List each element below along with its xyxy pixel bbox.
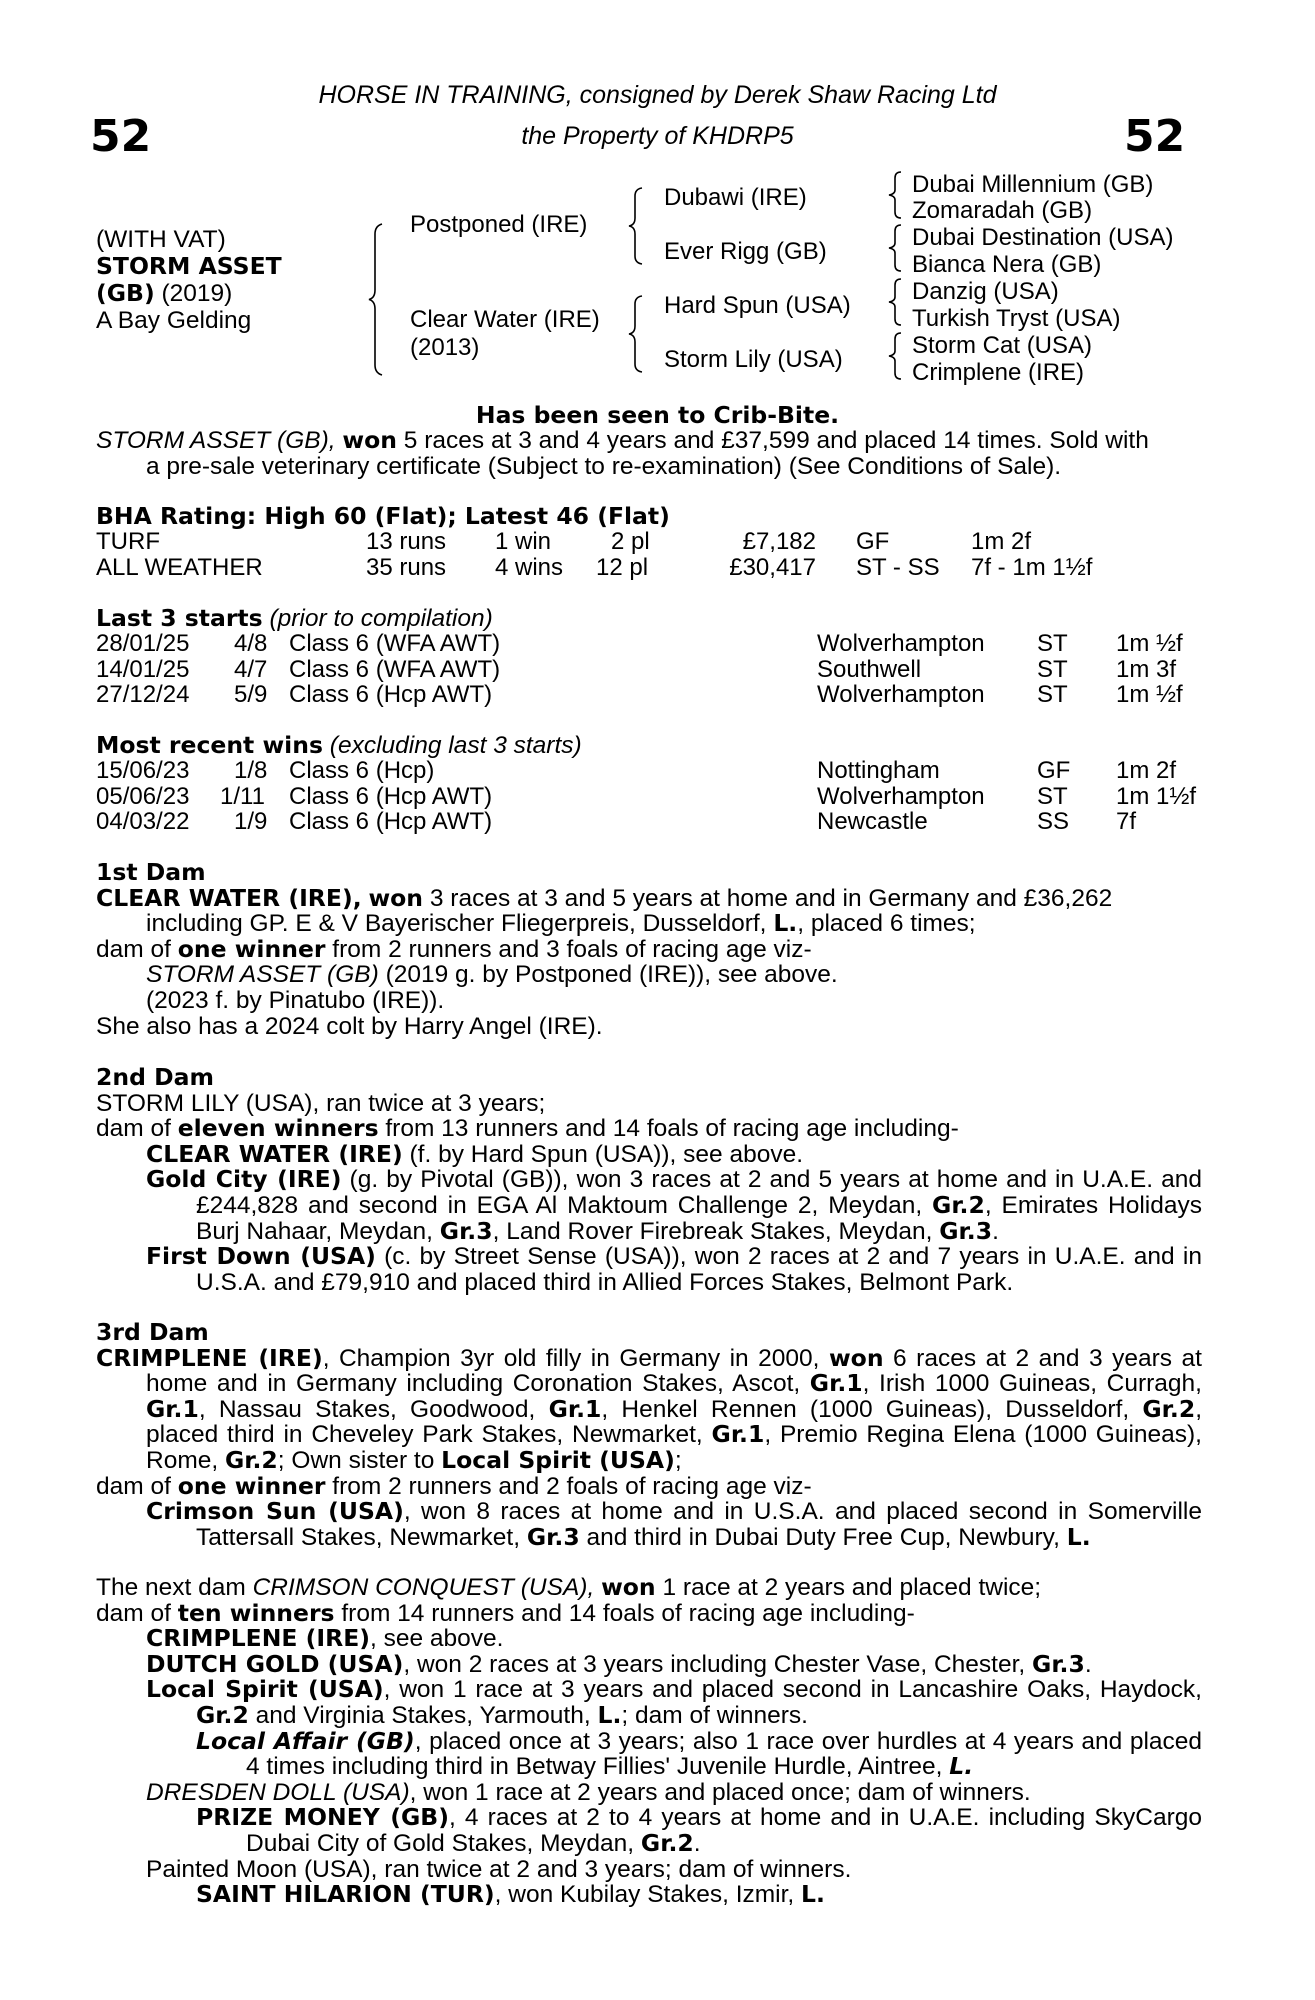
pedigree-sire-sire: Dubawi (IRE) bbox=[664, 184, 807, 211]
pedigree-g3-2: Zomaradah (GB) bbox=[912, 197, 1093, 224]
pedigree-g3-6: Turkish Tryst (USA) bbox=[912, 305, 1121, 332]
sire-line-brace bbox=[628, 186, 648, 266]
pedigree-g3-7: Storm Cat (USA) bbox=[912, 332, 1093, 359]
third-dam-section: 3rd Dam CRIMPLENE (IRE), Champion 3yr old filly in Germany in 2000, won 6 races at 2 and 3 years at home and in Germany including Coronation Stakes, Ascot, Gr.1, Irish 1000 Guineas, Curragh, Gr.1, Nassau Stakes, Goodwood, Gr.1, Henkel Rennen (1000 Guineas), Dusseldorf, Gr.2, placed third in Cheveley Park Stakes, Newmarket, Gr.1, Premio Regina Elena (1000 Guineas), Rome, Gr.2; Own sister to Local Spirit (USA); dam of one winner from 2 runners and 2 foals of racing age viz- Crimson Sun (USA), won 8 races at home and in U.S.A. and placed second in Somerville Tattersall Stakes, Newmarket, Gr.3 and third in Dubai Duty Free Cup, Newbury, L. bbox=[96, 1318, 1202, 1551]
third-dam-heading: 3rd Dam bbox=[96, 1318, 209, 1346]
sire-dam-brace bbox=[368, 222, 388, 377]
lot-number-left: 52 bbox=[90, 111, 152, 162]
g3-brace-3 bbox=[888, 277, 906, 327]
horse-ident bbox=[96, 226, 282, 334]
summary: STORM ASSET (GB), won 5 races at 3 and 4 years and £37,599 and placed 14 times. Sold with a pre-sale veterinary certificate (Subject to re-examination) (See Conditions of Sale). bbox=[96, 426, 1149, 480]
crib-bite-notice: Has been seen to Crib-Bite. bbox=[475, 401, 840, 429]
horse-country-year: (GB) (2019) bbox=[96, 279, 233, 307]
page-title: HORSE IN TRAINING, consigned by Derek Shaw Racing Ltd bbox=[318, 81, 997, 109]
pedigree-dam: Clear Water (IRE) bbox=[410, 306, 600, 333]
second-dam-heading: 2nd Dam bbox=[96, 1063, 214, 1091]
pedigree-sire-dam: Ever Rigg (GB) bbox=[664, 238, 827, 265]
pedigree-g3-4: Bianca Nera (GB) bbox=[912, 251, 1102, 278]
dam-line-brace bbox=[628, 294, 648, 374]
pedigree-sire: Postponed (IRE) bbox=[410, 211, 588, 238]
crimplene-entry: CRIMPLENE (IRE), Champion 3yr old filly in Germany in 2000, won 6 races at 2 and 3 years at home and in Germany including Coronation Stakes, Ascot, Gr.1, Irish 1000 Guineas, Curragh, Gr.1, Nassau Stakes, Goodwood, Gr.1, Henkel Rennen (1000 Guineas), Dusseldorf, Gr.2, placed third in Cheveley Park Stakes, Newmarket, Gr.1, Premio Regina Elena (1000 Guineas), Rome, Gr.2; Own sister to Local Spirit (USA); bbox=[96, 1343, 1202, 1474]
pedigree-dam-dam: Storm Lily (USA) bbox=[664, 346, 843, 373]
last3-heading: Last 3 starts (prior to compilation) bbox=[96, 604, 493, 632]
recent-wins-heading: Most recent wins (excluding last 3 starts) bbox=[96, 731, 582, 759]
second-dam-section: 2nd Dam STORM LILY (USA), ran twice at 3 years; dam of eleven winners from 13 runners and 14 foals of racing age including- CLEAR WATER (IRE) (f. by Hard Spun (USA)), see above. Gold City (IRE) (g. by Pivotal (GB)), won 3 races at 2 and 5 years at home and in U.A.E. and £244,828 and second in EGA Al Maktoum Challenge 2, Meydan, Gr.2, Emirates Holidays Burj Nahaar, Meydan, Gr.3, Land Rover Firebreak Stakes, Meydan, Gr.3. First Down (USA) (c. by Street Sense (USA)), won 2 races at 2 and 7 years in U.A.E. and in U.S.A. and £79,910 and placed third in Allied Forces Stakes, Belmont Park. bbox=[96, 1063, 1202, 1296]
crimson-sun-entry: Crimson Sun (USA), won 8 races at home and in U.S.A. and placed second in Somerville Tattersall Stakes, Newmarket, Gr.3 and third in Dubai Duty Free Cup, Newbury, L. bbox=[146, 1497, 1202, 1551]
lot-number-right: 52 bbox=[1124, 111, 1186, 162]
pedigree-g3-8: Crimplene (IRE) bbox=[912, 359, 1085, 386]
g3-brace-2 bbox=[888, 223, 906, 273]
prize-money-entry: PRIZE MONEY (GB), 4 races at 2 to 4 years at home and in U.A.E. including SkyCargo Dubai City of Gold Stakes, Meydan, Gr.2. bbox=[196, 1803, 1202, 1857]
pedigree-dam-year: (2013) bbox=[410, 334, 480, 361]
pedigree-g3-1: Dubai Millennium (GB) bbox=[912, 171, 1154, 198]
page-subtitle: the Property of KHDRP5 bbox=[521, 122, 794, 150]
local-affair-entry: Local Affair (GB), placed once at 3 years; also 1 race over hurdles at 4 years and placed 4 times including third in Betway Fillies' Juvenile Hurdle, Aintree, L. bbox=[196, 1726, 1203, 1781]
first-down-entry: First Down (USA) (c. by Street Sense (USA)), won 2 races at 2 and 7 years in U.A.E. and in U.S.A. and £79,910 and placed third in Allied Forces Stakes, Belmont Park. bbox=[146, 1242, 1202, 1296]
vat-label: (WITH VAT) bbox=[96, 226, 226, 253]
first-dam-section: 1st Dam CLEAR WATER (IRE), won 3 races at 3 and 5 years at home and in Germany and £36,262 including GP. E & V Bayerischer Fliegerpreis, Dusseldorf, L., placed 6 times; dam of one winner from 2 runners and 3 foals of racing age viz- STORM ASSET (GB) (2019 g. by Postponed (IRE)), see above. (2023 f. by Pinatubo (IRE)). She also has a 2024 colt by Harry Angel (IRE). bbox=[96, 860, 1202, 1039]
horse-description: A Bay Gelding bbox=[96, 307, 252, 334]
g3-brace-1 bbox=[888, 170, 906, 220]
bha-rating-heading: BHA Rating: High 60 (Flat); Latest 46 (Flat) bbox=[96, 502, 670, 530]
pedigree-g3-5: Danzig (USA) bbox=[912, 278, 1059, 305]
local-spirit-entry: Local Spirit (USA), won 1 race at 3 years and placed second in Lancashire Oaks, Haydock, Gr.2 and Virginia Stakes, Yarmouth, L.; dam of winners. bbox=[146, 1675, 1202, 1729]
pedigree-g3-3: Dubai Destination (USA) bbox=[912, 224, 1174, 251]
pedigree-dam-sire: Hard Spun (USA) bbox=[664, 292, 851, 319]
horse-name: STORM ASSET bbox=[96, 252, 282, 280]
first-dam-heading: 1st Dam bbox=[96, 858, 206, 886]
g3-brace-4 bbox=[888, 331, 906, 381]
next-dam-section: The next dam CRIMSON CONQUEST (USA), won 1 race at 2 years and placed twice; dam of ten winners from 14 runners and 14 foals of racing age including- CRIMPLENE (IRE), see above. DUTCH GOLD (USA), won 2 races at 3 years including Chester Vase, Chester, Gr.3. Local Spirit (USA), won 1 race at 3 years and placed second in Lancashire Oaks, Haydock, Gr.2 and Virginia Stakes, Yarmouth, L.; dam of winners. Local Affair (GB), placed once at 3 years; also 1 race over hurdles at 4 years and placed 4 times including third in Betway Fillies' Juvenile Hurdle, Aintree, L. DRESDEN DOLL (USA), won 1 race at 2 years and placed once; dam of winners. PRIZE MONEY (GB), 4 races at 2 to 4 years at home and in U.A.E. including SkyCargo Dubai City of Gold Stakes, Meydan, Gr.2. Painted Moon (USA), ran twice at 2 and 3 years; dam of winners. SAINT HILARION (TUR), won Kubilay Stakes, Izmir, L. bbox=[96, 1573, 1203, 1909]
gold-city-entry: Gold City (IRE) (g. by Pivotal (GB)), won 3 races at 2 and 5 years at home and in U.A.E. and £244,828 and second in EGA Al Maktoum Challenge 2, Meydan, Gr.2, Emirates Holidays Burj Nahaar, Meydan, Gr.3, Land Rover Firebreak Stakes, Meydan, Gr.3. bbox=[146, 1165, 1202, 1245]
